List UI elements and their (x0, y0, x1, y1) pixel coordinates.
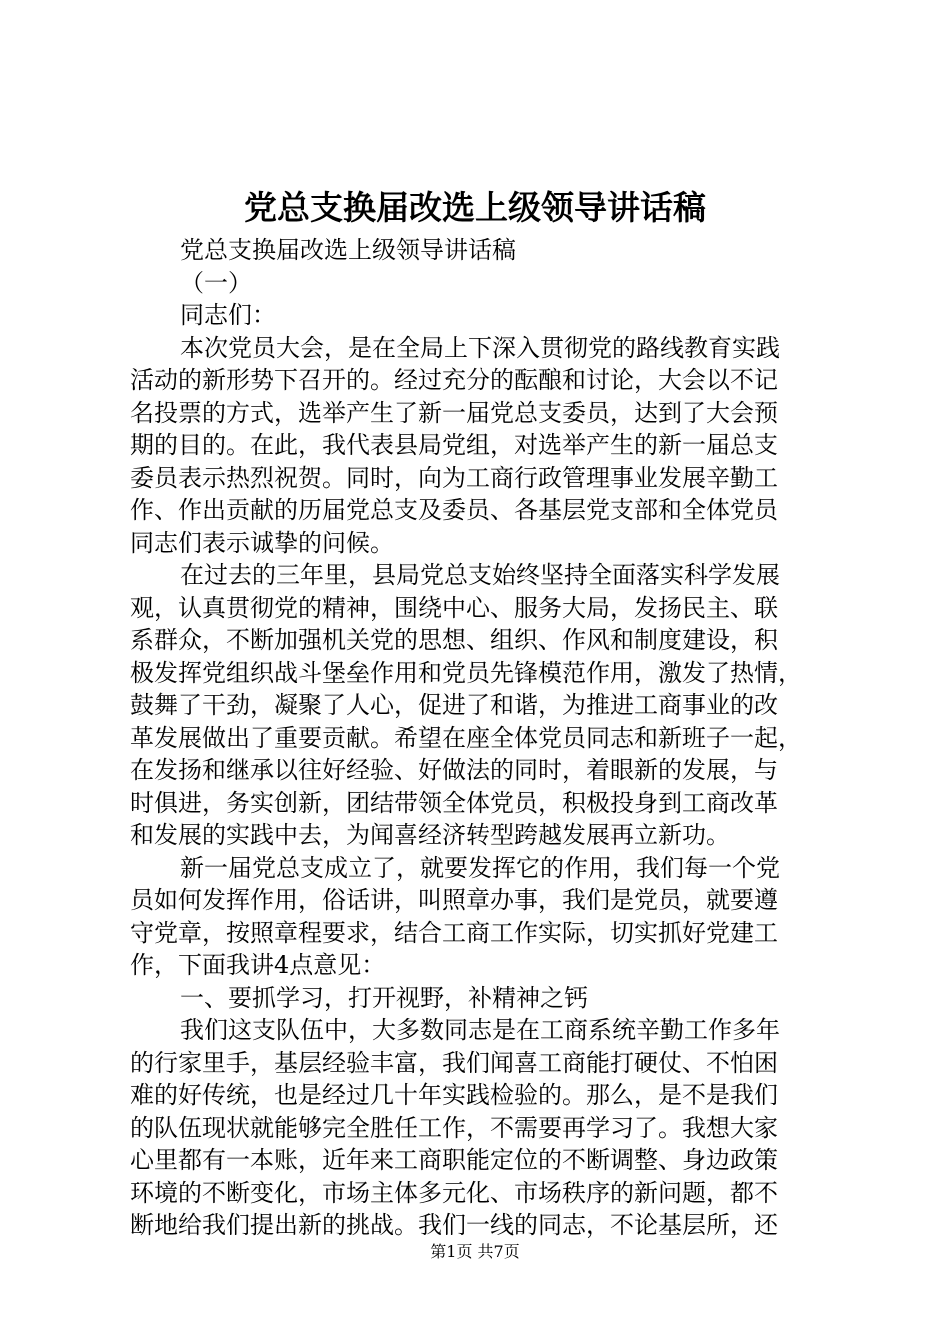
body-line: 观，认真贯彻党的精神，围绕中心、服务大局，发扬民主、联 (130, 593, 778, 622)
body-line: 本次党员大会，是在全局上下深入贯彻党的路线教育实践 (180, 333, 780, 362)
body-line: 作、作出贡献的历届党总支及委员、各基层党支部和全体党员 (130, 496, 778, 524)
body-line: 心里都有一本账，近年来工商职能定位的不断调整、身边政策 (130, 1146, 778, 1174)
body-line: 同志们表示诚挚的问候。 (130, 528, 394, 557)
body-line: 委员表示热烈祝贺。同时，向为工商行政管理事业发展辛勤工 (130, 463, 778, 492)
body-line: 活动的新形势下召开的。经过充分的酝酿和讨论，大会以不记 (130, 366, 778, 394)
body-line: （一） (180, 268, 252, 297)
body-line: 同志们： (180, 301, 276, 329)
document-body (130, 234, 850, 1242)
body-line: 在发扬和继承以往好经验、好做法的同时，着眼新的发展，与 (130, 756, 778, 784)
body-line: 革发展做出了重要贡献。希望在座全体党员同志和新班子一起， (130, 723, 802, 752)
body-line: 难的好传统，也是经过几十年实践检验的。那么，是不是我们 (130, 1081, 778, 1109)
body-line: 环境的不断变化，市场主体多元化、市场秩序的新问题，都不 (130, 1178, 778, 1207)
body-line: 极发挥党组织战斗堡垒作用和党员先锋模范作用，激发了热情， (130, 658, 802, 687)
body-line: 守党章，按照章程要求，结合工商工作实际，切实抓好党建工 (130, 918, 778, 947)
body-line: 党总支换届改选上级领导讲话稿 (180, 236, 516, 264)
body-line: 和发展的实践中去，为闻喜经济转型跨越发展再立新功。 (130, 821, 730, 849)
body-line: 名投票的方式，选举产生了新一届党总支委员，达到了大会预 (130, 398, 778, 427)
body-line: 我们这支队伍中，大多数同志是在工商系统辛勤工作多年 (180, 1016, 780, 1044)
body-line: 时俱进，务实创新，团结带领全体党员，积极投身到工商改革 (130, 788, 778, 817)
body-line: 的队伍现状就能够完全胜任工作，不需要再学习了。我想大家 (130, 1113, 778, 1142)
body-line: 的行家里手，基层经验丰富，我们闻喜工商能打硬仗、不怕困 (130, 1048, 778, 1077)
body-line: 作，下面我讲4点意见： (130, 951, 386, 979)
body-line: 在过去的三年里，县局党总支始终坚持全面落实科学发展 (180, 561, 780, 589)
document-title: 党总支换届改选上级领导讲话稿 (244, 188, 706, 227)
body-line: 一、要抓学习，打开视野，补精神之钙 (180, 983, 588, 1012)
body-line: 新一届党总支成立了，就要发挥它的作用，我们每一个党 (180, 853, 780, 882)
body-line: 鼓舞了干劲，凝聚了人心，促进了和谐，为推进工商事业的改 (130, 691, 778, 719)
body-line: 期的目的。在此，我代表县局党组，对选举产生的新一届总支 (130, 431, 778, 459)
body-line: 断地给我们提出新的挑战。我们一线的同志，不论基层所，还 (130, 1211, 778, 1239)
body-line: 员如何发挥作用，俗话讲，叫照章办事，我们是党员，就要遵 (130, 886, 778, 914)
body-line: 系群众，不断加强机关党的思想、组织、作风和制度建设，积 (130, 626, 778, 654)
page-footer: 第1页 共7页 (430, 1242, 520, 1261)
